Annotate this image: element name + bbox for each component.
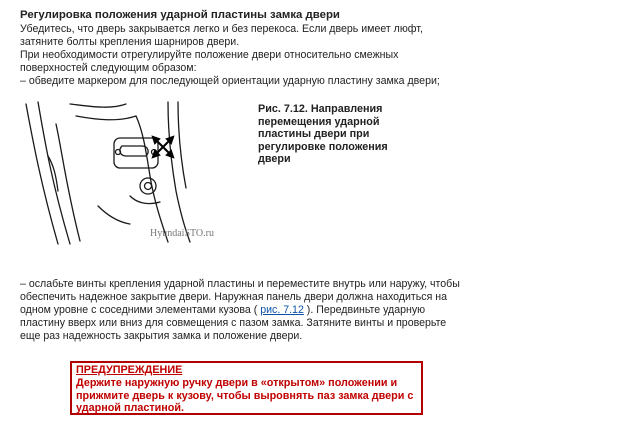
warning-box (70, 361, 423, 415)
after-line-4: пластину вверх или вниз для совмещения с пазом замка. Затяните винты и проверьте (20, 317, 447, 329)
after-line-3 (20, 304, 425, 316)
warning-text: Держите наружную ручку двери в «открытом» положении и прижмите дверь к кузову, чтобы выровнять паз замка двери с ударной пластиной. (76, 377, 414, 415)
after-line-3-after: ). Передвиньте ударную (303, 304, 426, 316)
intro-line-3: При необходимости отрегулируйте положение двери относительно смежных (20, 49, 399, 61)
after-line-1: – ослабьте винты крепления ударной пластины и переместите внутрь или наружу, чтобы (20, 278, 460, 290)
intro-line-2: затяните болты крепления шарниров двери. (20, 36, 240, 48)
after-line-5: еще раз надежность закрытия замка и положение двери. (20, 330, 303, 342)
figure-caption: Рис. 7.12. Направления перемещения ударной пластины двери при регулировке положения двери (258, 103, 388, 165)
page-title: Регулировка положения ударной пластины замка двери (20, 9, 340, 21)
watermark: HyundaiSTO.ru (150, 228, 214, 239)
warning-title: ПРЕДУПРЕЖДЕНИЕ (76, 364, 183, 376)
bolt-inner (145, 183, 152, 190)
figure-link[interactable]: рис. 7.12 (260, 304, 304, 316)
door-striker-illustration (18, 96, 263, 246)
door-frame-edge-line (56, 124, 80, 241)
after-line-2: обеспечить надежное закрытие двери. Наружная панель двери должна находиться на (20, 291, 447, 303)
bolt-outer (140, 178, 156, 194)
striker-loop (120, 146, 148, 156)
intro-line-5: – обведите маркером для последующей ориентации ударную пластину замка двери; (20, 75, 440, 87)
after-line-3-before: одном уровне с соседними элементами кузова ( (20, 304, 261, 316)
intro-line-1: Убедитесь, что дверь закрывается легко и без перекоса. Если дверь имеет люфт, (20, 23, 423, 35)
intro-line-4: поверхностей следующим образом: (20, 62, 197, 74)
